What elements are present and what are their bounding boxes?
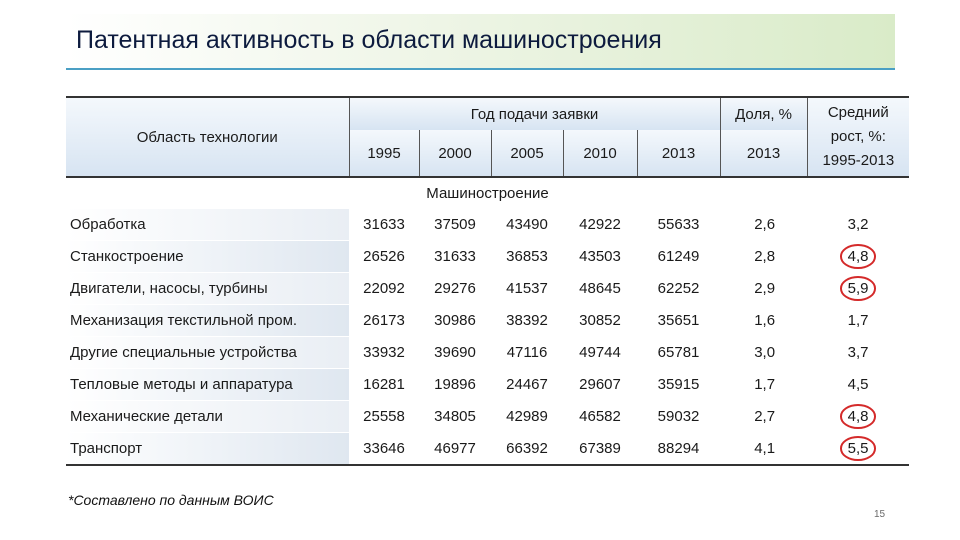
table-row — [66, 433, 909, 466]
cell-value: 30986 — [434, 312, 476, 329]
row-name: Транспорт — [66, 433, 349, 466]
header-year: 1995 — [349, 130, 419, 177]
cell-value: 43503 — [579, 248, 621, 265]
header-year: 2005 — [491, 130, 563, 177]
source-footnote: *Составлено по данным ВОИС — [68, 492, 274, 508]
cell-value: 30852 — [579, 312, 621, 329]
cell-value: 26526 — [363, 248, 405, 265]
row-name: Другие специальные устройства — [66, 337, 349, 369]
cell-value: 24467 — [506, 376, 548, 393]
cell-growth — [807, 273, 909, 305]
table-row — [66, 209, 909, 241]
row-name: Механизация текстильной пром. — [66, 305, 349, 337]
table-row — [66, 369, 909, 401]
cell-value: 33932 — [363, 344, 405, 361]
cell-value: 59032 — [657, 408, 700, 425]
header-growth-line2: рост, %: — [830, 128, 886, 145]
header-area: Область технологии — [66, 97, 349, 177]
cell-value: 42922 — [579, 216, 621, 233]
highlight-circle: 4,8 — [840, 404, 877, 429]
growth-value: 1,7 — [847, 312, 869, 329]
header-growth-line1: Средний — [827, 104, 889, 121]
cell-share: 2,8 — [754, 248, 776, 265]
row-name: Тепловые методы и аппаратура — [66, 369, 349, 401]
header-share-year: 2013 — [720, 130, 807, 177]
row-name: Двигатели, насосы, турбины — [66, 273, 349, 305]
cell-value: 19896 — [434, 376, 476, 393]
cell-growth — [807, 241, 909, 273]
cell-value: 65781 — [657, 344, 700, 361]
header-year: 2000 — [419, 130, 491, 177]
cell-share: 2,9 — [754, 280, 776, 297]
cell-value: 67389 — [579, 440, 621, 457]
table-row — [66, 305, 909, 337]
slide-title-band — [66, 14, 895, 70]
cell-value: 38392 — [506, 312, 548, 329]
header-row-top — [66, 97, 909, 130]
cell-growth — [807, 305, 909, 337]
row-name: Обработка — [66, 209, 349, 241]
cell-value: 37509 — [434, 216, 476, 233]
section-row — [66, 177, 909, 209]
cell-growth — [807, 433, 909, 466]
cell-share: 1,6 — [754, 312, 776, 329]
cell-value: 39690 — [434, 344, 476, 361]
cell-share: 3,0 — [754, 344, 776, 361]
row-name: Механические детали — [66, 401, 349, 433]
cell-value: 36853 — [506, 248, 548, 265]
cell-growth — [807, 337, 909, 369]
cell-value: 49744 — [579, 344, 621, 361]
cell-share: 2,7 — [754, 408, 776, 425]
section-label: Машиностроение — [426, 185, 549, 202]
page-number: 15 — [874, 509, 886, 520]
cell-value: 88294 — [657, 440, 700, 457]
cell-value: 61249 — [657, 248, 700, 265]
header-growth-line3: 1995-2013 — [822, 152, 895, 169]
cell-growth — [807, 401, 909, 433]
table-row — [66, 241, 909, 273]
slide-title: Патентная активность в области машиностроения — [76, 26, 662, 54]
cell-growth — [807, 209, 909, 241]
highlight-circle: 5,9 — [840, 276, 877, 301]
cell-share: 4,1 — [754, 440, 776, 457]
highlight-circle: 4,8 — [840, 244, 877, 269]
cell-value: 22092 — [363, 280, 405, 297]
table-row — [66, 337, 909, 369]
cell-value: 62252 — [657, 280, 700, 297]
cell-value: 16281 — [363, 376, 405, 393]
growth-value: 4,5 — [847, 376, 869, 393]
cell-value: 47116 — [506, 344, 548, 361]
header-growth — [807, 97, 909, 177]
table-row — [66, 401, 909, 433]
cell-value: 46582 — [579, 408, 621, 425]
growth-value: 3,2 — [847, 216, 869, 233]
cell-value: 42989 — [506, 408, 548, 425]
cell-value: 31633 — [434, 248, 476, 265]
cell-value: 41537 — [506, 280, 548, 297]
cell-growth — [807, 369, 909, 401]
cell-value: 25558 — [363, 408, 405, 425]
cell-value: 46977 — [434, 440, 476, 457]
cell-value: 26173 — [363, 312, 405, 329]
header-year-group: Год подачи заявки — [349, 97, 720, 130]
header-share: Доля, % — [720, 97, 807, 130]
growth-value: 3,7 — [847, 344, 869, 361]
cell-value: 35651 — [657, 312, 700, 329]
cell-value: 66392 — [506, 440, 548, 457]
table-row — [66, 273, 909, 305]
highlight-circle: 5,5 — [840, 436, 877, 461]
cell-share: 2,6 — [754, 216, 776, 233]
cell-value: 55633 — [657, 216, 700, 233]
cell-value: 33646 — [363, 440, 405, 457]
cell-value: 43490 — [506, 216, 548, 233]
cell-value: 29276 — [434, 280, 476, 297]
patent-activity-table — [66, 96, 909, 466]
cell-value: 48645 — [579, 280, 621, 297]
cell-value: 31633 — [363, 216, 405, 233]
header-year: 2013 — [637, 130, 720, 177]
cell-value: 34805 — [434, 408, 476, 425]
cell-value: 29607 — [579, 376, 621, 393]
header-year: 2010 — [563, 130, 637, 177]
cell-share: 1,7 — [754, 376, 776, 393]
row-name: Станкостроение — [66, 241, 349, 273]
cell-value: 35915 — [657, 376, 700, 393]
